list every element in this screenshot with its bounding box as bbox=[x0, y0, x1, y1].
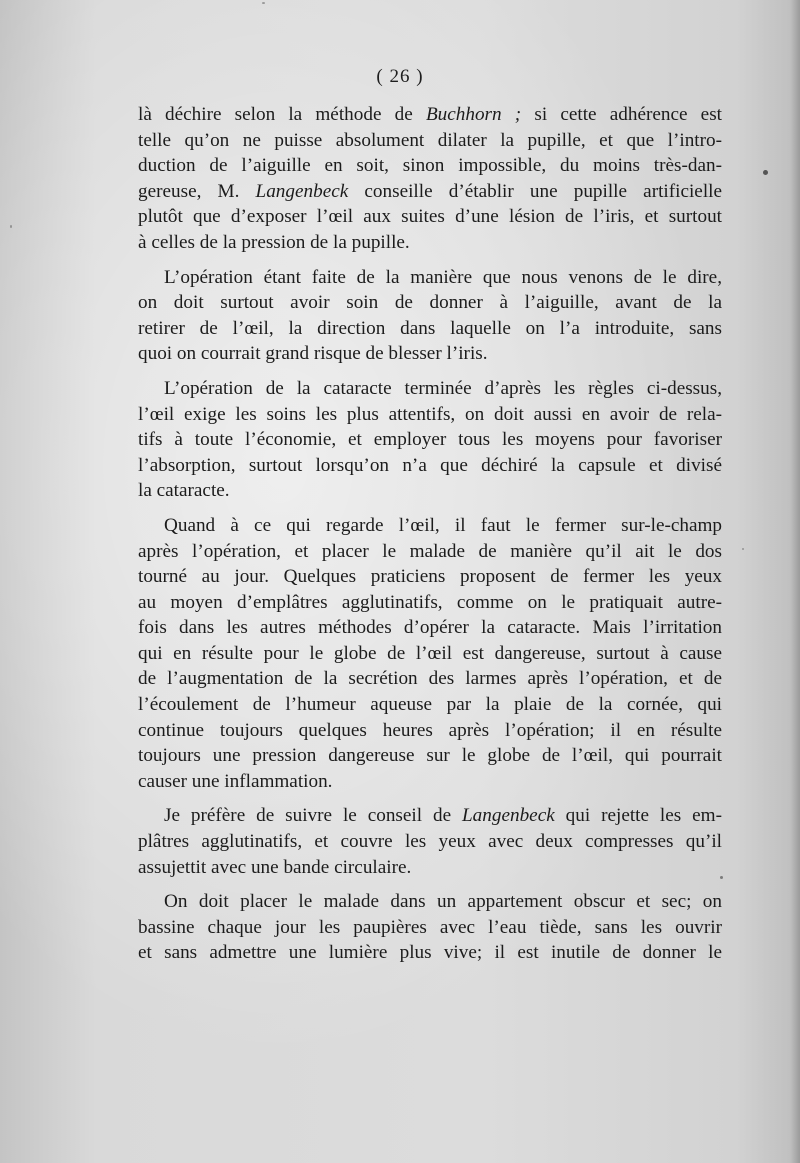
text-line: plutôt que d’exposer l’œil aux suites d’une lésion de l’iris, et surtout bbox=[138, 206, 722, 228]
paper-speck bbox=[763, 170, 768, 175]
paper-speck bbox=[10, 225, 12, 228]
text-line: assujettit avec une bande circulaire. bbox=[138, 856, 412, 878]
text-line: retirer de l’œil, la direction dans laquelle on l’a introduite, sans bbox=[138, 317, 722, 339]
text-line: là déchire selon la méthode de Buchhorn ; si cette adhérence est bbox=[138, 104, 722, 125]
paragraph bbox=[138, 803, 722, 880]
italic-name: Langenbeck bbox=[462, 805, 555, 827]
paragraph bbox=[138, 889, 722, 966]
text-line: l’écoulement de l’humeur aqueuse par la plaie de la cornée, qui bbox=[138, 694, 722, 716]
text-line: L’opération de la cataracte terminée d’après les règles ci-dessus, bbox=[164, 377, 722, 399]
body-text bbox=[138, 102, 722, 966]
italic-name: Langenbeck bbox=[255, 180, 349, 202]
text-line: gereuse, M. Langenbeck conseille d’établir une pupille artificielle bbox=[138, 180, 723, 202]
text-line: l’œil exige les soins les plus attentifs, on doit aussi en avoir de rela- bbox=[138, 403, 722, 425]
page-number: ( 26 ) bbox=[376, 66, 424, 87]
text-line: et sans admettre une lumière plus vive; il est inutile de donner le bbox=[138, 942, 722, 964]
text-line: Quand à ce qui regarde l’œil, il faut le fermer sur-le-champ bbox=[164, 514, 722, 536]
text-line: qui en résulte pour le globe de l’œil est dangereuse, surtout à cause bbox=[138, 642, 722, 664]
text-line: tourné au jour. Quelques praticiens proposent de fermer les yeux bbox=[138, 566, 722, 588]
text-line: plâtres agglutinatifs, et couvre les yeux avec deux compresses qu’il bbox=[138, 831, 722, 853]
text-line: après l’opération, et placer le malade de manière qu’il ait le dos bbox=[138, 540, 722, 562]
text-line: tifs à toute l’économie, et employer tous les moyens pour favoriser bbox=[138, 429, 722, 451]
text-line: bassine chaque jour les paupières avec l’eau tiède, sans les ouvrir bbox=[138, 916, 722, 938]
italic-name: Buchhorn ; bbox=[425, 104, 522, 125]
text-line: telle qu’on ne puisse absolument dilater la pupille, et que l’intro- bbox=[138, 129, 722, 151]
paragraph bbox=[138, 265, 722, 367]
text-line: toujours une pression dangereuse sur le globe de l’œil, qui pourrait bbox=[138, 745, 722, 767]
text-line: On doit placer le malade dans un appartement obscur et sec; on bbox=[164, 891, 722, 913]
text-line: continue toujours quelques heures après l’opération; il en résulte bbox=[138, 719, 722, 741]
text-line: Je préfère de suivre le conseil de Langenbeck qui rejette les em- bbox=[164, 805, 722, 827]
text-line: fois dans les autres méthodes d’opérer la cataracte. Mais l’irritation bbox=[138, 617, 722, 639]
text-line: l’absorption, surtout lorsqu’on n’a que déchiré la capsule et divisé bbox=[138, 454, 722, 476]
text-line: au moyen d’emplâtres agglutinatifs, comme on le pratiquait autre- bbox=[138, 591, 722, 613]
text-line: on doit surtout avoir soin de donner à l’aiguille, avant de la bbox=[138, 292, 722, 314]
paragraph bbox=[138, 102, 722, 256]
paragraph bbox=[138, 376, 722, 504]
paper-speck bbox=[720, 876, 723, 879]
paragraph bbox=[138, 513, 722, 795]
text-line: de l’augmentation de la secrétion des larmes après l’opération, et de bbox=[138, 668, 722, 690]
text-line: la cataracte. bbox=[138, 480, 230, 502]
text-line: quoi on courrait grand risque de blesser l’iris. bbox=[138, 343, 488, 365]
text-line: à celles de la pression de la pupille. bbox=[138, 231, 410, 253]
text-line: causer une inflammation. bbox=[138, 770, 333, 792]
paper-speck bbox=[742, 548, 744, 550]
text-line: L’opération étant faite de la manière que nous venons de le dire, bbox=[164, 266, 722, 288]
paper-speck bbox=[262, 2, 265, 4]
text-line: duction de l’aiguille en soit, sinon impossible, du moins très-dan- bbox=[138, 155, 722, 177]
